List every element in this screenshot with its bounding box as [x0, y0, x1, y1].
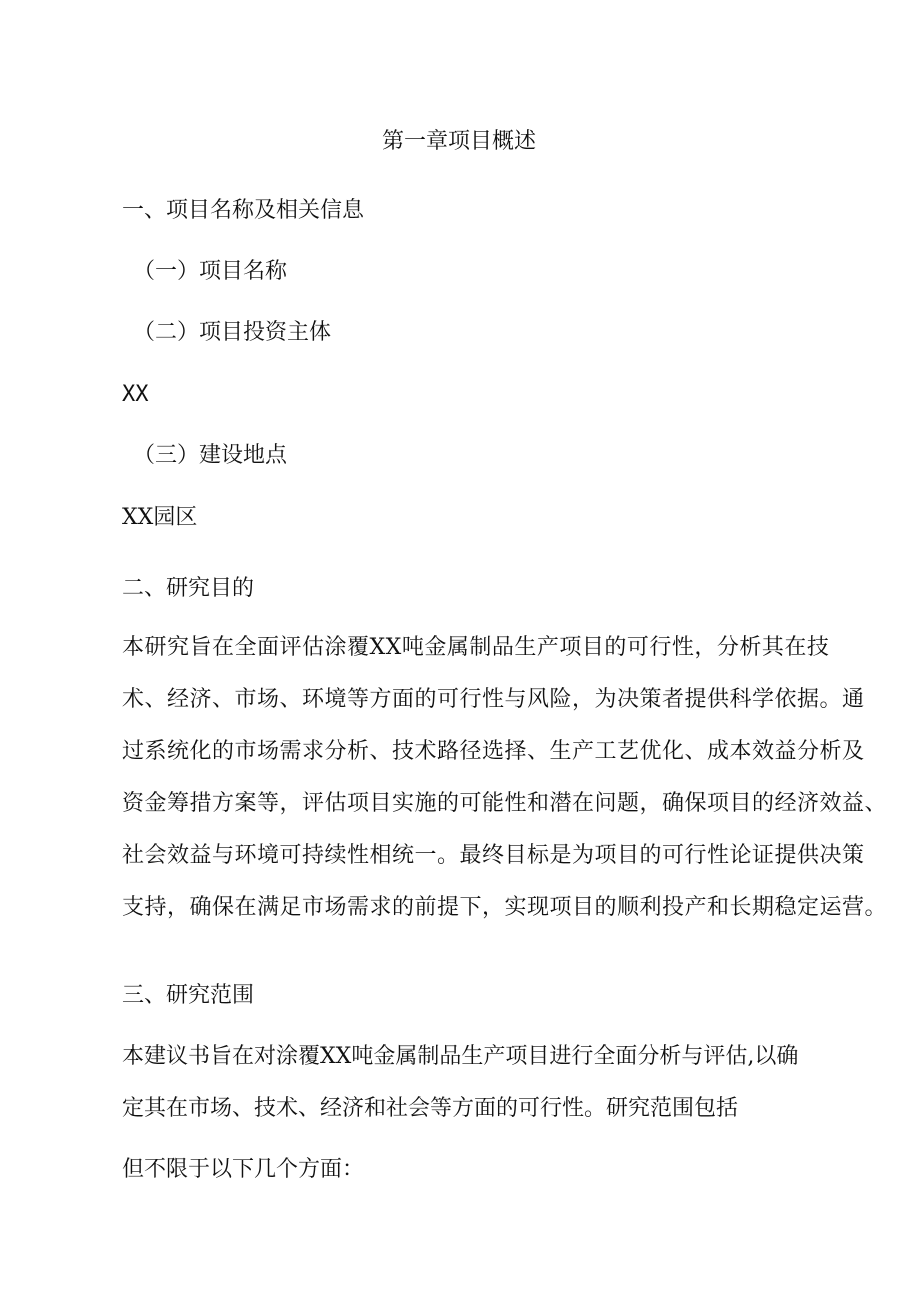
- scope-line-2: 定其在市场、技术、经济和社会等方面的可行性。研究范围包括: [122, 1096, 739, 1121]
- paragraph-line: 术、经济、市场、环境等方面的可行性与风险，为决策者提供科学依据。通: [122, 687, 865, 712]
- research-purpose-paragraph: [122, 622, 888, 934]
- chapter-title: 第一章项目概述: [382, 129, 537, 154]
- paragraph-line: 本研究旨在全面评估涂覆XX吨金属制品生产项目的可行性，分析其在技: [122, 635, 830, 660]
- subheading-project-name: （一）项目名称: [133, 259, 288, 284]
- investor-value: XX: [122, 382, 149, 407]
- paragraph-line: 资金筹措方案等，评估项目实施的可能性和潜在问题，确保项目的经济效益、: [122, 791, 888, 816]
- location-value: XX园区: [122, 505, 198, 530]
- subheading-investor: （二）项目投资主体: [133, 320, 332, 345]
- section-heading-3: 三、研究范围: [122, 983, 255, 1008]
- paragraph-line: 社会效益与环境可持续性相统一。最终目标是为项目的可行性论证提供决策: [122, 843, 865, 868]
- paragraph-line: 过系统化的市场需求分析、技术路径选择、生产工艺优化、成本效益分析及: [122, 739, 865, 764]
- section-heading-2: 二、研究目的: [122, 576, 255, 601]
- paragraph-line: 支持，确保在满足市场需求的前提下，实现项目的顺利投产和长期稳定运营。: [122, 895, 888, 920]
- scope-line-1: 本建议书旨在对涂覆XX吨金属制品生产项目进行全面分析与评估,以确: [122, 1044, 799, 1069]
- scope-line-3: 但不限于以下几个方面：: [122, 1157, 365, 1182]
- section-heading-1: 一、项目名称及相关信息: [122, 198, 365, 223]
- subheading-location: （三）建设地点: [133, 443, 288, 468]
